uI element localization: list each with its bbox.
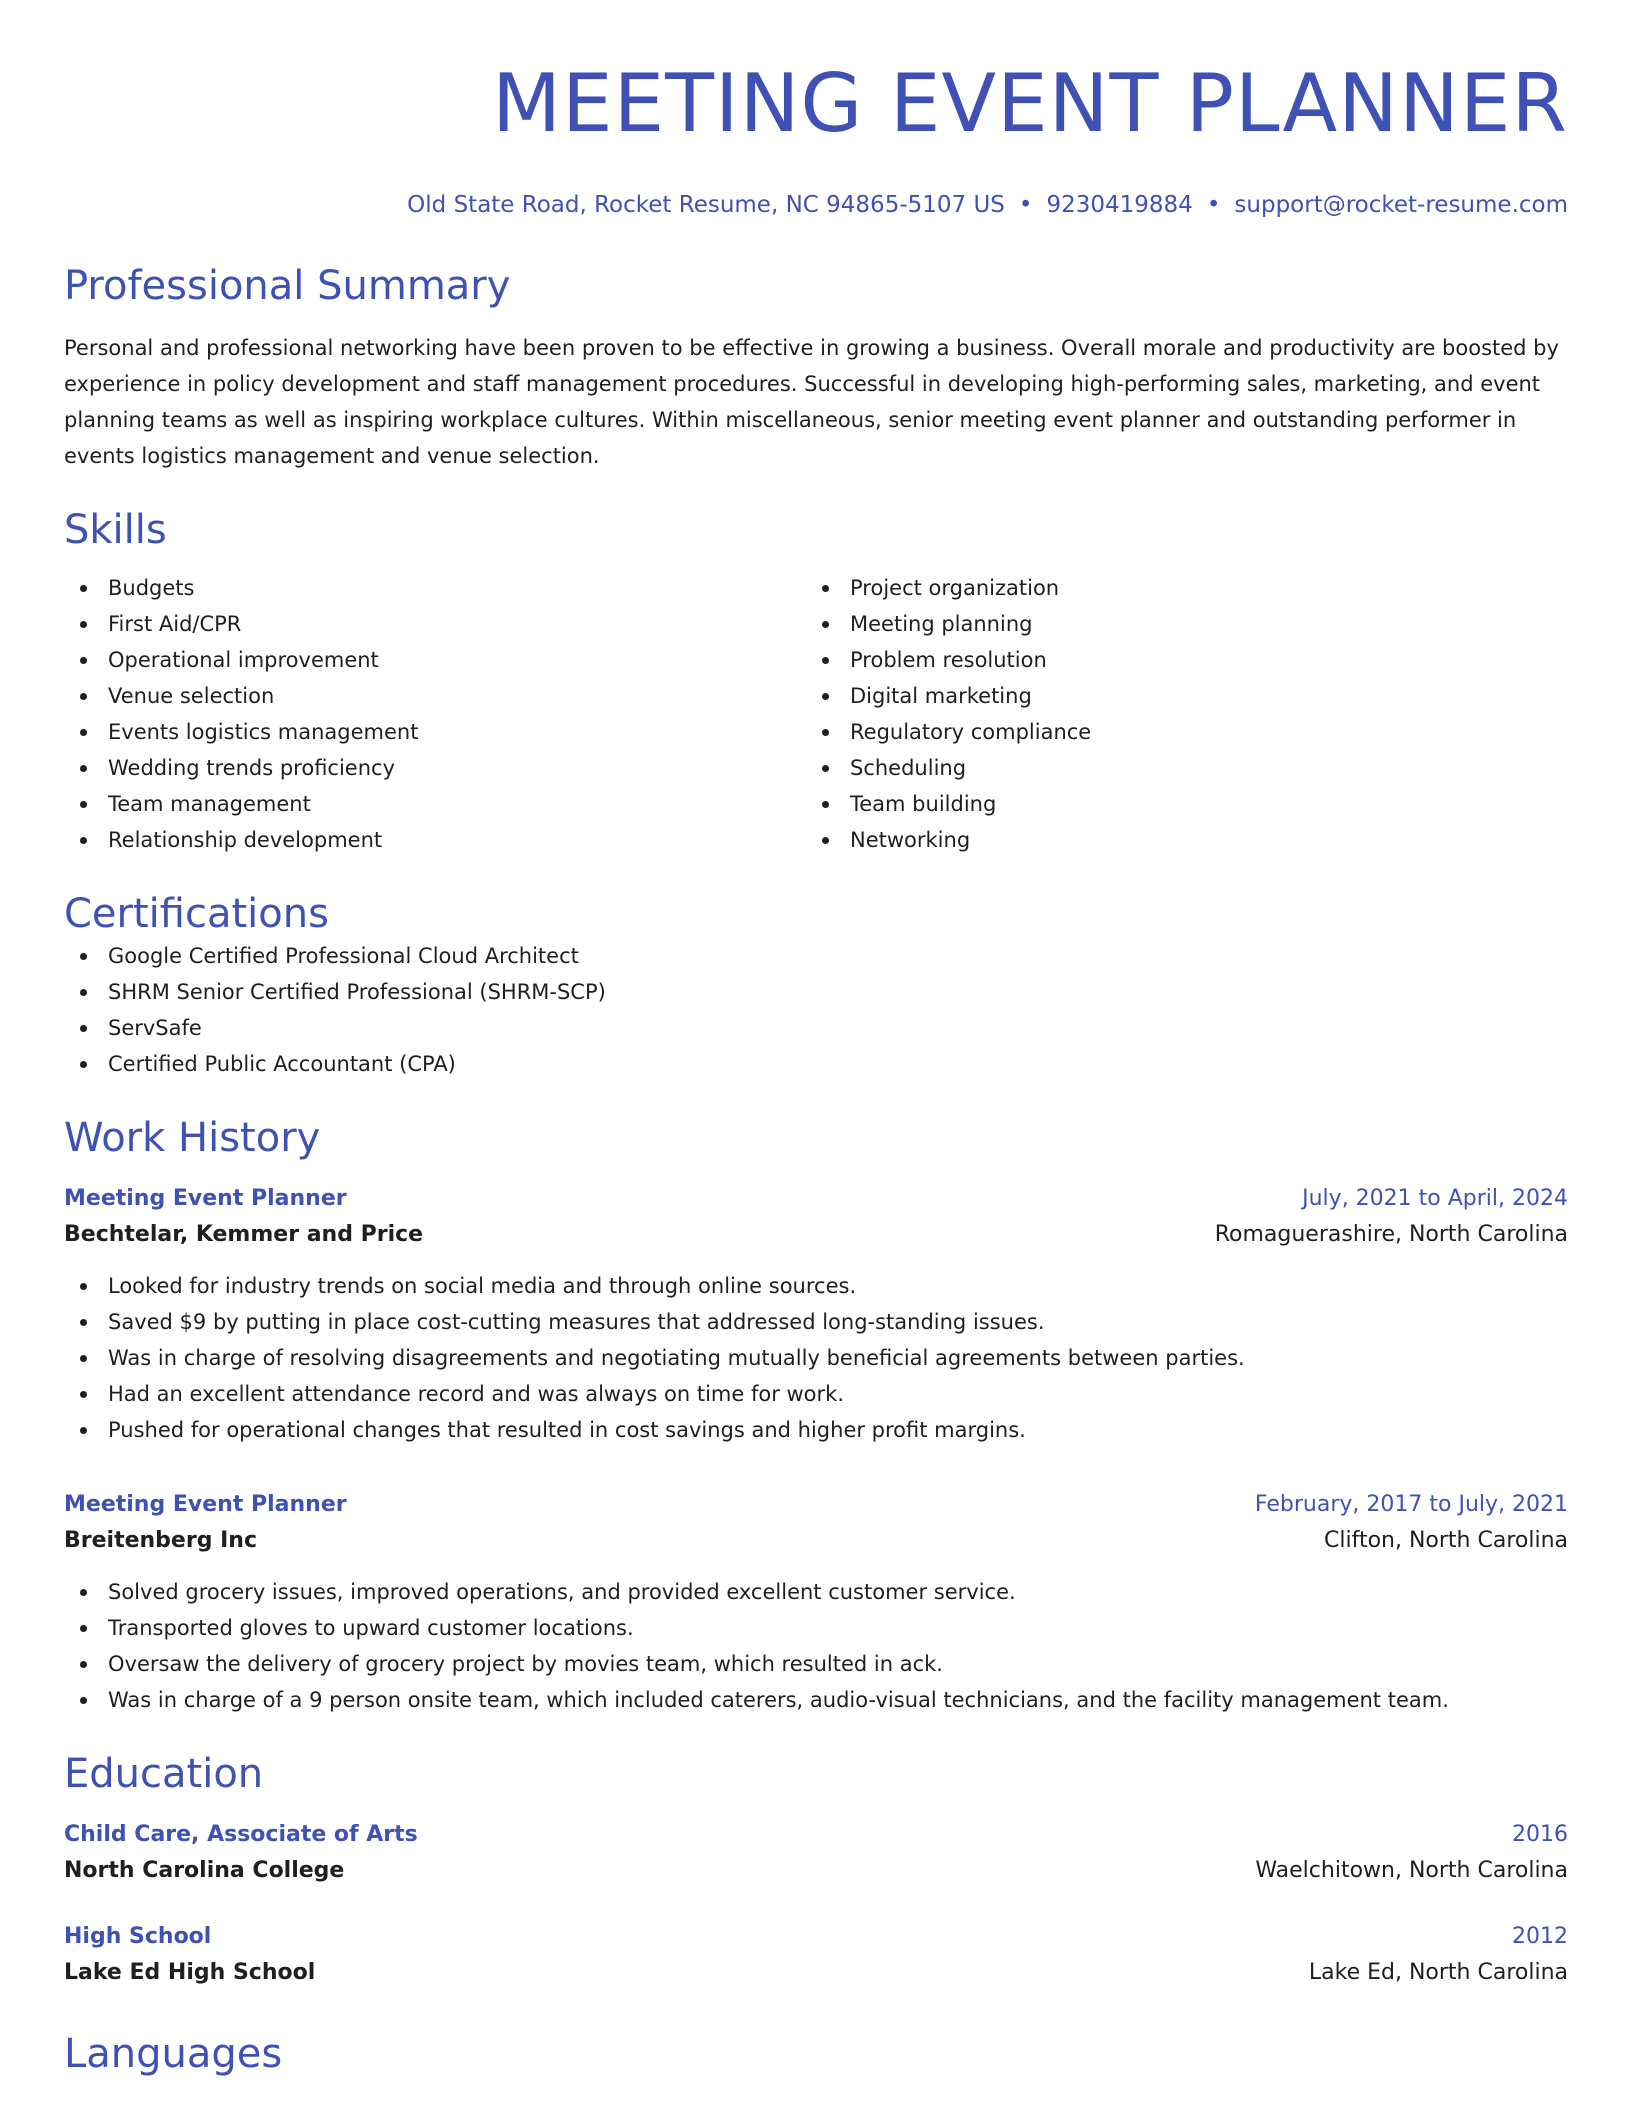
skills-column-right (806, 570, 1548, 858)
job-entry (64, 1488, 1568, 1718)
contact-phone: 9230419884 (1046, 192, 1193, 218)
job-location: Clifton, North Carolina (1324, 1528, 1568, 1553)
education-school: Lake Ed High School (64, 1960, 316, 1985)
job-duty-item: Transported gloves to upward customer locations. (64, 1610, 1568, 1646)
job-duty-item: Solved grocery issues, improved operations, and provided excellent customer service. (64, 1574, 1568, 1610)
job-header-row (64, 1488, 1568, 1522)
job-duty-item: Was in charge of a 9 person onsite team, which included caterers, audio-visual technicians, and the facility management team. (64, 1682, 1568, 1718)
skill-item: Meeting planning (806, 606, 1548, 642)
job-dates: July, 2021 to April, 2024 (1302, 1186, 1568, 1211)
job-duties-list (64, 1574, 1568, 1718)
skill-item: Project organization (806, 570, 1548, 606)
education-degree: Child Care, Associate of Arts (64, 1822, 418, 1847)
skills-column-left (64, 570, 806, 858)
job-header-row (64, 1182, 1568, 1216)
skill-item: Team building (806, 786, 1548, 822)
education-degree: High School (64, 1924, 212, 1949)
summary-text: Personal and professional networking have been proven to be effective in growing a business. Overall morale and productivity are boosted by experience in policy development and staff management procedures. Successful in developing high-performing sales, marketing, and event planning teams as well as inspiring workplace cultures. Within miscellaneous, senior meeting event planner and outstanding performer in events logistics management and venue selection. (64, 336, 1559, 468)
education-header-row (64, 1920, 1568, 1954)
education-entry (64, 1920, 1568, 1992)
skill-item: Networking (806, 822, 1548, 858)
section-title-education: Education (64, 1751, 264, 1797)
certification-item: Google Certified Professional Cloud Architect (64, 938, 1568, 974)
section-title-summary: Professional Summary (64, 263, 511, 309)
section-title-skills: Skills (64, 507, 167, 553)
skill-item: Regulatory compliance (806, 714, 1548, 750)
job-company: Breitenberg Inc (64, 1528, 257, 1553)
education-school-row (64, 1954, 1568, 1992)
certifications-list (64, 938, 1568, 1082)
job-duty-item: Had an excellent attendance record and was always on time for work. (64, 1376, 1568, 1412)
contact-line (64, 190, 1568, 220)
skill-item: Venue selection (64, 678, 806, 714)
certification-item: SHRM Senior Certified Professional (SHRM-SCP) (64, 974, 1568, 1010)
contact-separator: • (1018, 192, 1033, 218)
skill-item: Scheduling (806, 750, 1548, 786)
education-school: North Carolina College (64, 1858, 345, 1883)
skill-item: Budgets (64, 570, 806, 606)
section-title-certifications: Certifications (64, 891, 329, 937)
job-location: Romaguerashire, North Carolina (1214, 1222, 1568, 1247)
skill-item: Problem resolution (806, 642, 1548, 678)
education-entry (64, 1818, 1568, 1890)
contact-separator: • (1206, 192, 1221, 218)
job-title: Meeting Event Planner (64, 1492, 347, 1517)
job-duty-item: Pushed for operational changes that resulted in cost savings and higher profit margins. (64, 1412, 1568, 1448)
skill-item: Digital marketing (806, 678, 1548, 714)
skills-list-right (806, 570, 1548, 858)
job-entry (64, 1182, 1568, 1448)
skill-item: Operational improvement (64, 642, 806, 678)
certification-item: Certified Public Accountant (CPA) (64, 1046, 1568, 1082)
job-duty-item: Was in charge of resolving disagreements and negotiating mutually beneficial agreements between parties. (64, 1340, 1568, 1376)
job-duties-list (64, 1268, 1568, 1448)
job-company: Bechtelar, Kemmer and Price (64, 1222, 424, 1247)
job-duty-item: Saved $9 by putting in place cost-cutting measures that addressed long-standing issues. (64, 1304, 1568, 1340)
education-location: Lake Ed, North Carolina (1308, 1960, 1568, 1985)
certification-item: ServSafe (64, 1010, 1568, 1046)
job-company-row (64, 1522, 1568, 1560)
skill-item: Team management (64, 786, 806, 822)
education-year: 2012 (1512, 1924, 1568, 1949)
contact-email: support@rocket-resume.com (1234, 192, 1568, 218)
skill-item: Wedding trends proficiency (64, 750, 806, 786)
job-duty-item: Looked for industry trends on social media and through online sources. (64, 1268, 1568, 1304)
section-title-work-history: Work History (64, 1115, 321, 1161)
resume-page (64, 0, 1568, 2078)
skill-item: Relationship development (64, 822, 806, 858)
job-company-row (64, 1216, 1568, 1254)
section-title-languages: Languages (64, 2031, 283, 2077)
job-duty-item: Oversaw the delivery of grocery project by movies team, which resulted in ack. (64, 1646, 1568, 1682)
job-dates: February, 2017 to July, 2021 (1254, 1492, 1568, 1517)
education-location: Waelchitown, North Carolina (1255, 1858, 1568, 1883)
skills-list-left (64, 570, 806, 858)
skill-item: First Aid/CPR (64, 606, 806, 642)
candidate-name: MEETING EVENT PLANNER (492, 57, 1568, 150)
education-school-row (64, 1852, 1568, 1890)
contact-address: Old State Road, Rocket Resume, NC 94865-5107 US (407, 192, 1005, 218)
education-header-row (64, 1818, 1568, 1852)
job-title: Meeting Event Planner (64, 1186, 347, 1211)
education-year: 2016 (1512, 1822, 1568, 1847)
skill-item: Events logistics management (64, 714, 806, 750)
skills-grid (64, 570, 1568, 858)
